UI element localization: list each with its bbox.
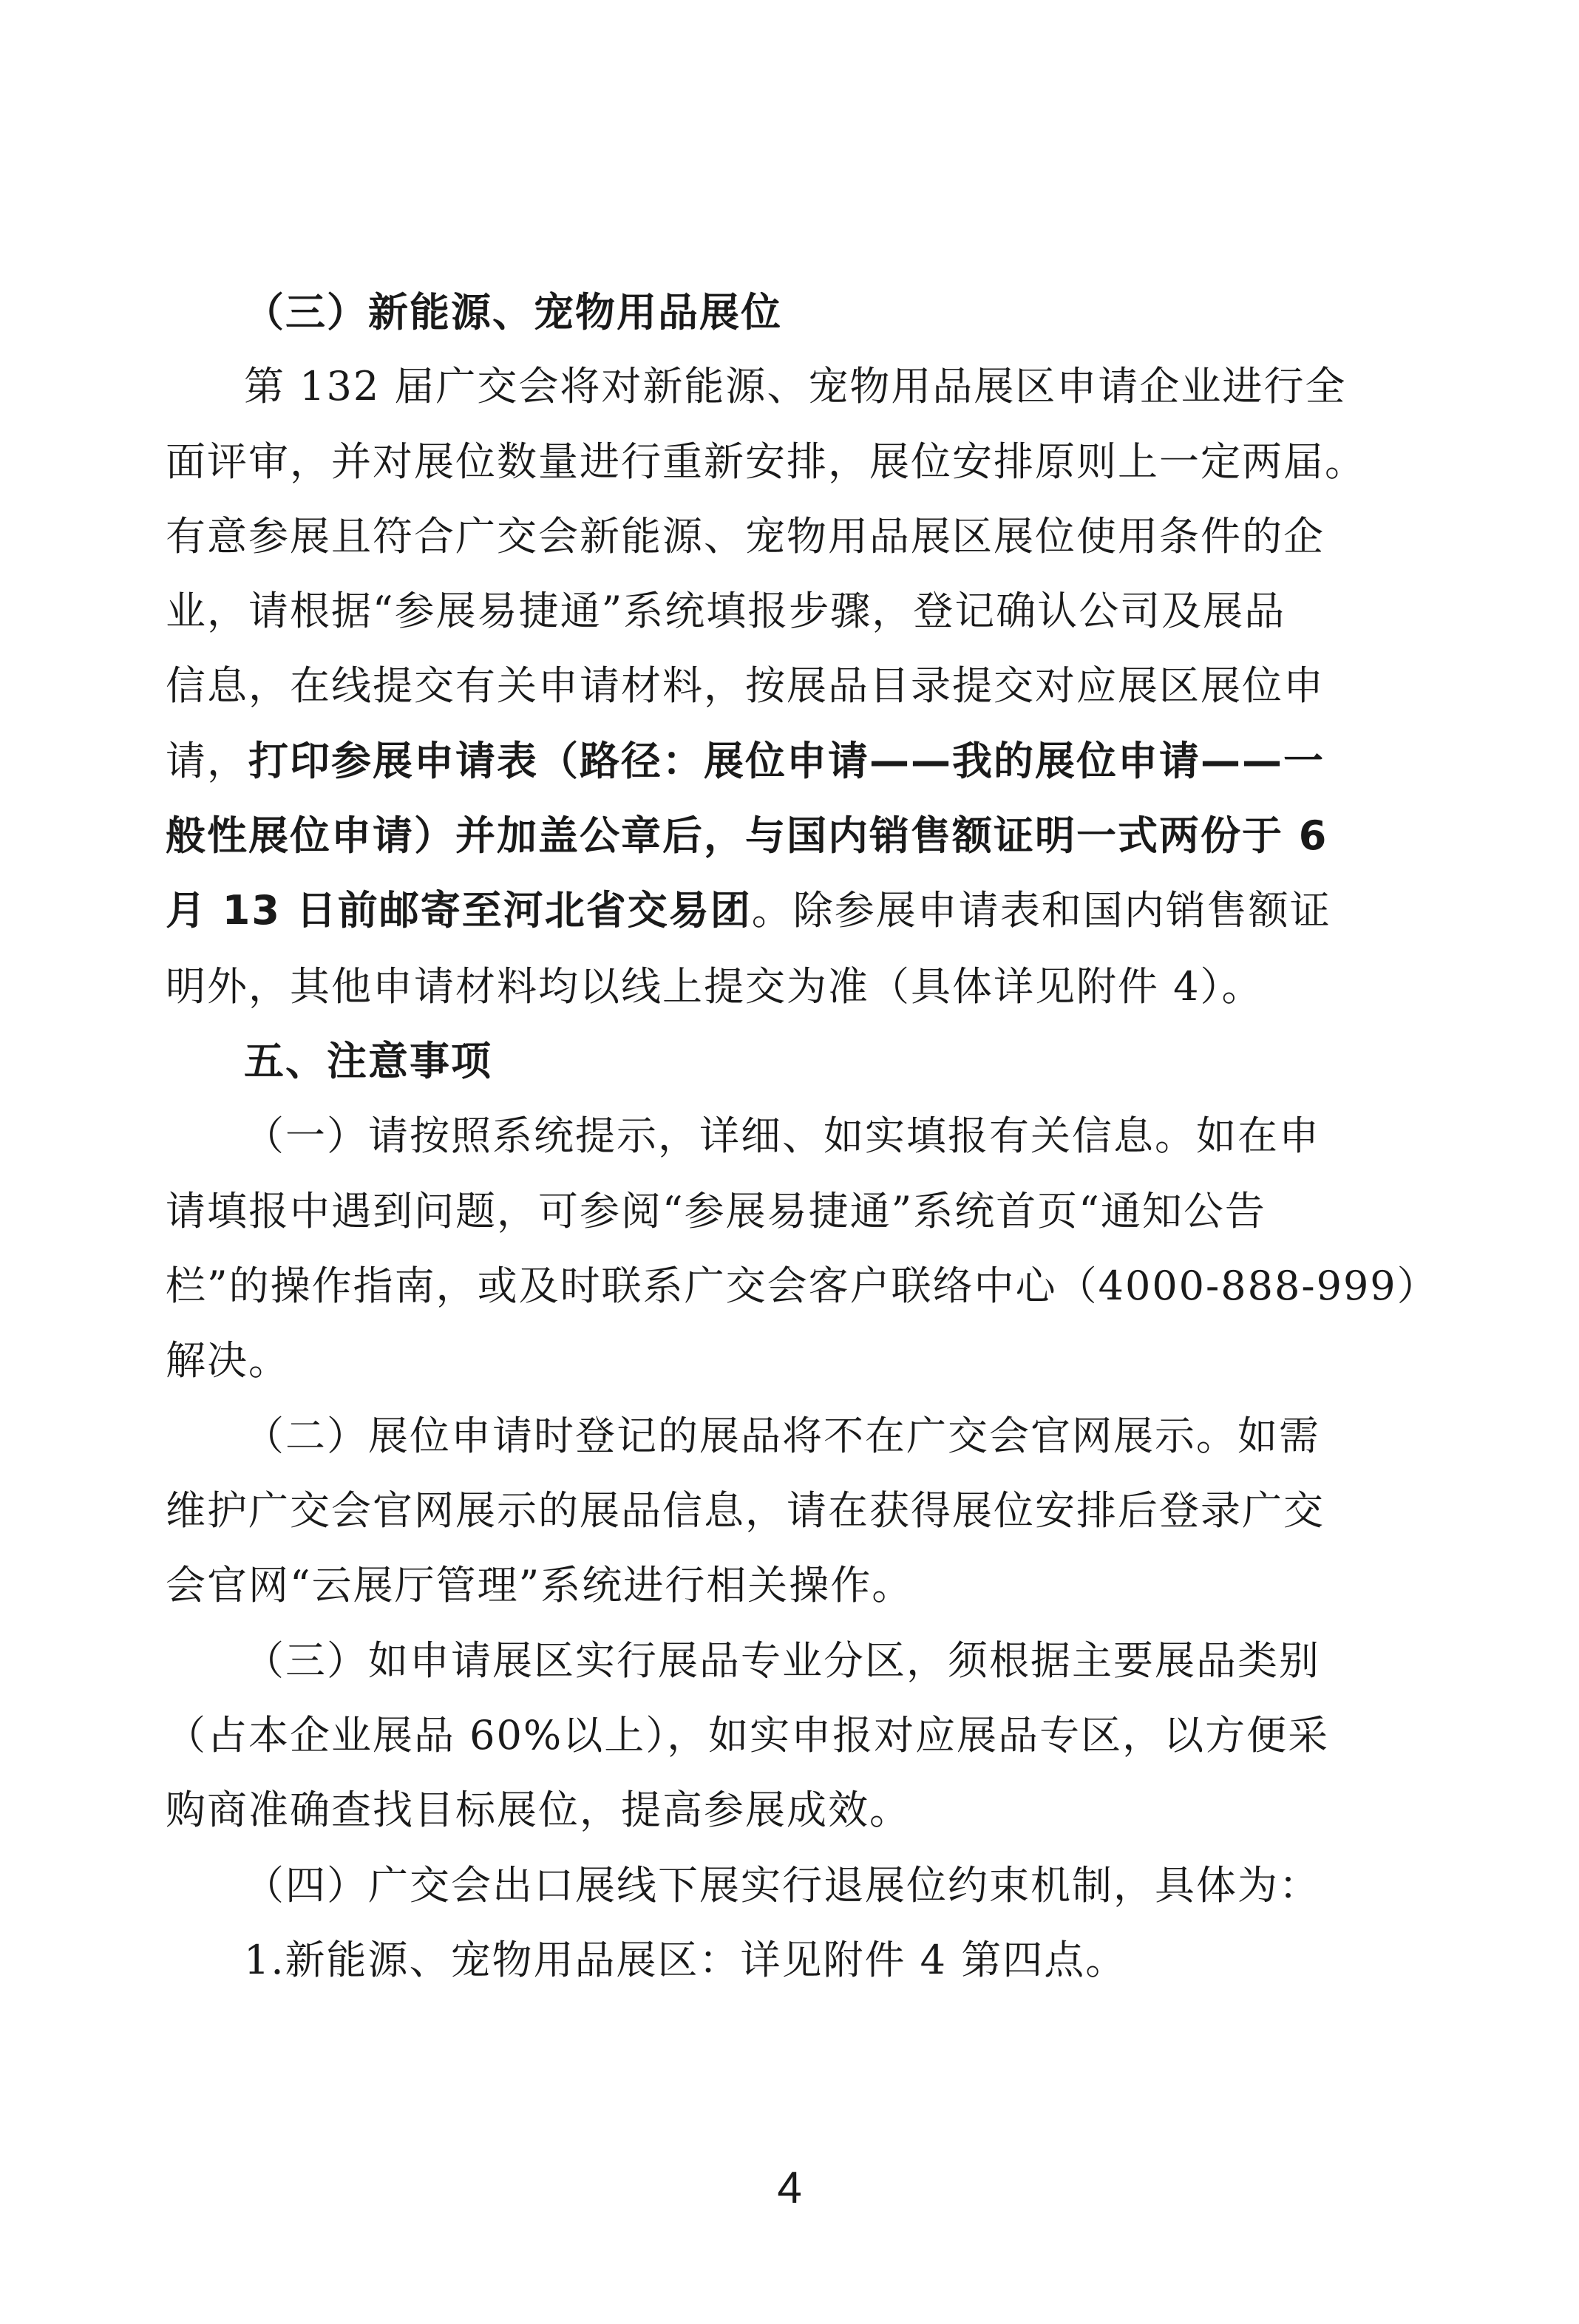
body-text: （四）广交会出口展线下展实行退展位约束机制，具体为： — [244, 1862, 1320, 1909]
text-line — [244, 1107, 1320, 1166]
text-line — [244, 283, 782, 342]
body-text: 第 132 届广交会将对新能源、宠物用品展区申请企业进行全 — [244, 363, 1347, 410]
body-text: （三）如申请展区实行展品专业分区，须根据主要展品类别 — [244, 1637, 1320, 1684]
bold-text: 五、注意事项 — [244, 1038, 492, 1084]
body-text: 解决。 — [166, 1337, 290, 1384]
body-text: （一）请按照系统提示，详细、如实填报有关信息。如在申 — [244, 1112, 1320, 1159]
bold-text: （三）新能源、宠物用品展位 — [244, 289, 782, 336]
text-line — [166, 806, 1328, 866]
body-text: 请填报中遇到问题，可参阅“参展易捷通”系统首页“通知公告 — [166, 1188, 1266, 1234]
body-text: 1.新能源、宠物用品展区：详见附件 4 第四点。 — [244, 1937, 1127, 1983]
body-text: 面评审，并对展位数量进行重新安排，展位安排原则上一定两届。 — [166, 438, 1366, 485]
body-text: （二）展位申请时登记的展品将不在广交会官网展示。如需 — [244, 1413, 1320, 1459]
text-line — [244, 1407, 1320, 1466]
bold-text: 般性展位申请）并加盖公章后，与国内销售额证明一式两份于 6 — [166, 812, 1328, 859]
text-line — [166, 1706, 1329, 1765]
page-number: 4 — [777, 2163, 802, 2212]
body-text: 维护广交会官网展示的展品信息，请在获得展位安排后登录广交 — [166, 1487, 1325, 1534]
text-line — [166, 732, 1325, 791]
text-line — [244, 1931, 1127, 1990]
text-line — [166, 507, 1325, 566]
body-text: 会官网“云展厅管理”系统进行相关操作。 — [166, 1562, 914, 1608]
body-text: 明外，其他申请材料均以线上提交为准（具体详见附件 4）。 — [166, 963, 1263, 1010]
bold-text: 月 13 日前邮寄至河北省交易团 — [166, 887, 752, 934]
body-text: （占本企业展品 60%以上），如实申报对应展品专区，以方便采 — [166, 1712, 1330, 1759]
text-line — [166, 1781, 911, 1840]
text-line — [244, 1032, 492, 1091]
text-line — [244, 1631, 1320, 1691]
text-line — [166, 1331, 290, 1390]
body-text: 请， — [166, 738, 248, 784]
body-text: 购商准确查找目标展位，提高参展成效。 — [166, 1787, 911, 1833]
text-line — [166, 957, 1263, 1016]
text-line — [244, 1856, 1320, 1915]
body-text: 有意参展且符合广交会新能源、宠物用品展区展位使用条件的企 — [166, 513, 1325, 560]
text-line — [166, 1257, 1439, 1316]
text-line — [166, 881, 1331, 940]
text-line — [244, 357, 1346, 416]
body-text: 信息，在线提交有关申请材料，按展品目录提交对应展区展位申 — [166, 662, 1325, 709]
text-line — [166, 432, 1366, 492]
bold-text: 打印参展申请表（路径：展位申请——我的展位申请——一 — [248, 738, 1325, 784]
body-text: 。除参展申请表和国内销售额证 — [751, 887, 1331, 934]
body-text: 业，请根据“参展易捷通”系统填报步骤，登记确认公司及展品 — [166, 588, 1286, 634]
body-text: 栏”的操作指南，或及时联系广交会客户联络中心（4000-888-999） — [166, 1263, 1439, 1309]
text-line — [166, 1182, 1266, 1241]
text-line — [166, 656, 1325, 716]
text-line — [166, 1481, 1325, 1540]
text-line — [166, 582, 1286, 641]
text-line — [166, 1556, 913, 1615]
